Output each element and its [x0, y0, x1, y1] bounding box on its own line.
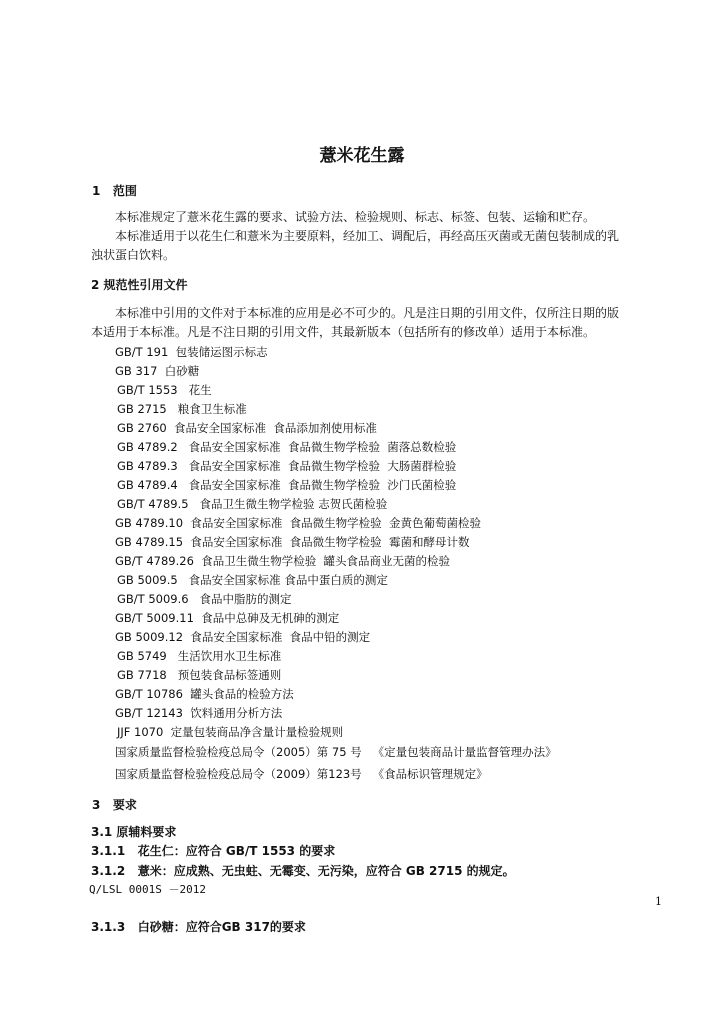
reference-item: GB 317 白砂糖: [115, 364, 200, 378]
reference-item: GB 2715 粮食卫生标准: [117, 402, 247, 416]
section-3-heading: 3 要求: [92, 798, 137, 812]
reference-item: GB 4789.4 食品安全国家标准 食品微生物学检验 沙门氏菌检验: [117, 478, 457, 492]
document-title: 薏米花生露: [319, 146, 405, 166]
reference-item: 国家质量监督检验检疫总局令（2009）第123号 《食品标识管理规定》: [115, 767, 488, 781]
section-1-heading: 1 范围: [92, 184, 137, 198]
reference-item: GB/T 5009.6 食品中脂肪的测定: [117, 592, 292, 606]
clause-3-1-3: 3.1.3 白砂糖：应符合GB 317的要求: [91, 920, 306, 934]
section-2-heading: 2 规范性引用文件: [91, 278, 188, 292]
reference-item: GB 4789.10 食品安全国家标准 食品微生物学检验 金黄色葡萄菌检验: [115, 516, 481, 530]
reference-item: GB/T 4789.5 食品卫生微生物学检验 志贺氏菌检验: [117, 497, 388, 511]
reference-item: GB/T 191 包装储运图示标志: [115, 345, 268, 359]
reference-item: GB 7718 预包装食品标签通则: [117, 668, 282, 682]
section-2-paragraph-line-1: 本标准中引用的文件对于本标准的应用是必不可少的。凡是注日期的引用文件，仅所注日期的版: [115, 306, 620, 320]
reference-item: GB 4789.3 食品安全国家标准 食品微生物学检验 大肠菌群检验: [117, 459, 457, 473]
reference-item: 国家质量监督检验检疫总局令（2005）第 75 号 《定量包装商品计量监督管理办法》: [115, 745, 557, 759]
page-number: 1: [655, 895, 662, 908]
reference-item: GB/T 12143 饮料通用分析方法: [115, 706, 283, 720]
reference-item: GB 5749 生活饮用水卫生标准: [117, 649, 282, 663]
reference-item: GB 4789.15 食品安全国家标准 食品微生物学检验 霉菌和酵母计数: [115, 535, 470, 549]
subsection-3-1-heading: 3.1 原辅料要求: [91, 825, 177, 839]
reference-item: GB 2760 食品安全国家标准 食品添加剂使用标准: [117, 421, 377, 435]
section-1-paragraph-2-line-2: 浊状蛋白饮料。: [91, 248, 176, 262]
reference-item: GB 4789.2 食品安全国家标准 食品微生物学检验 菌落总数检验: [117, 440, 457, 454]
reference-item: GB 5009.12 食品安全国家标准 食品中铅的测定: [115, 630, 371, 644]
section-1-paragraph-2-line-1: 本标准适用于以花生仁和薏米为主要原料，经加工、调配后，再经高压灭菌或无菌包装制成的乳: [115, 229, 620, 243]
reference-item: GB 5009.5 食品安全国家标准 食品中蛋白质的测定: [117, 573, 388, 587]
standard-code-footer: Q/LSL 0001S －2012: [89, 883, 206, 896]
reference-item: JJF 1070 定量包装商品净含量计量检验规则: [117, 725, 344, 739]
reference-item: GB/T 10786 罐头食品的检验方法: [115, 687, 294, 701]
section-1-paragraph-1: 本标准规定了薏米花生露的要求、试验方法、检验规则、标志、标签、包装、运输和贮存。: [115, 210, 596, 224]
reference-item: GB/T 4789.26 食品卫生微生物学检验 罐头食品商业无菌的检验: [115, 554, 451, 568]
clause-3-1-1: 3.1.1 花生仁：应符合 GB/T 1553 的要求: [91, 844, 336, 858]
reference-item: GB/T 5009.11 食品中总砷及无机砷的测定: [115, 611, 340, 625]
section-2-paragraph-line-2: 本适用于本标准。凡是不注日期的引用文件，其最新版本（包括所有的修改单）适用于本标准。: [91, 325, 596, 339]
reference-item: GB/T 1553 花生: [117, 383, 212, 397]
clause-3-1-2: 3.1.2 薏米：应成熟、无虫蛀、无霉变、无污染，应符合 GB 2715 的规定。: [91, 864, 515, 878]
